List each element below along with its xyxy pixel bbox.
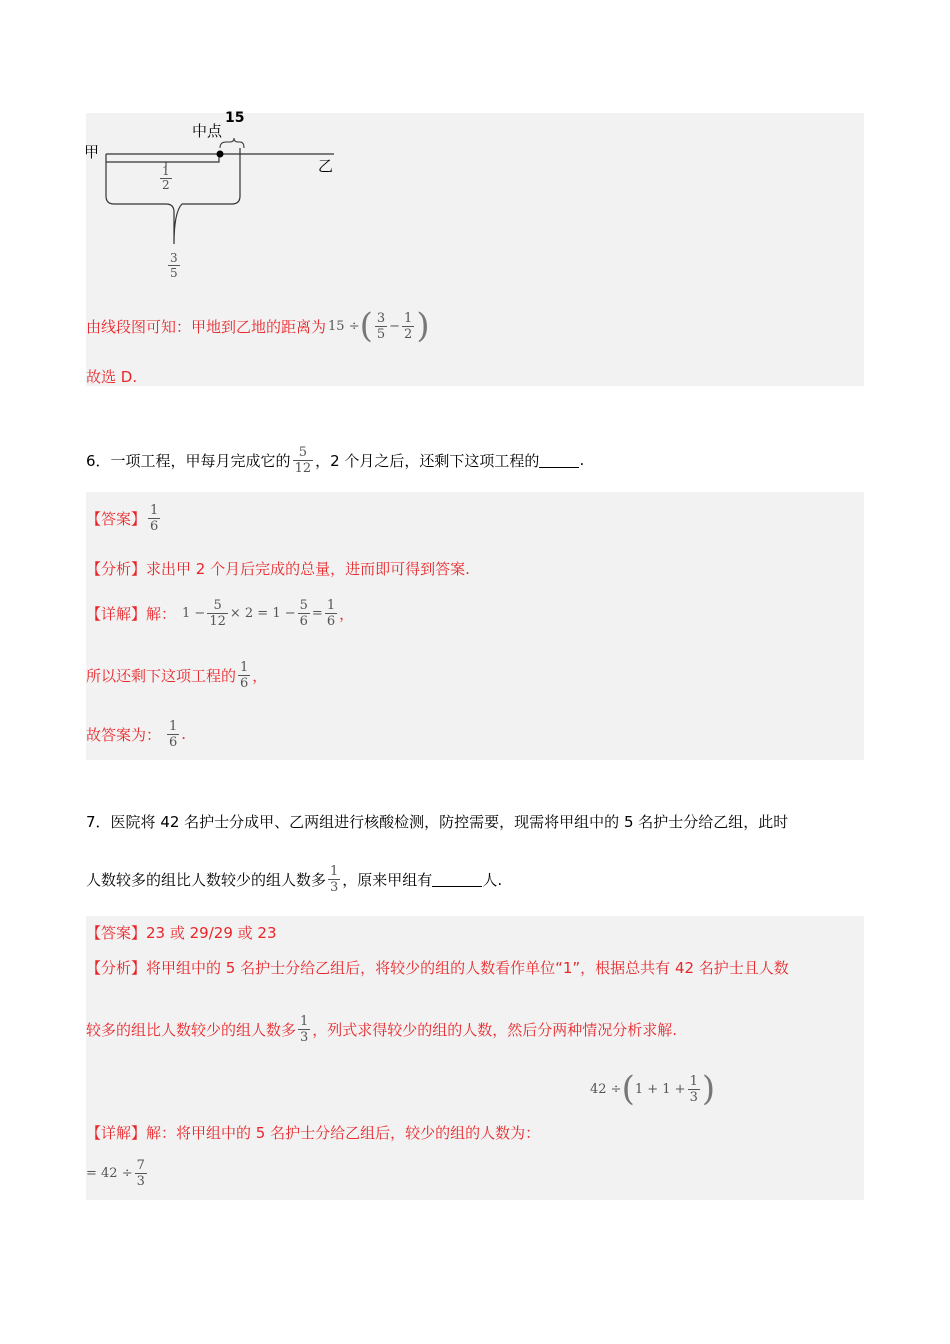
q5-solution-line1: 由线段图可知：甲地到乙地的距离为 15 ÷ ( $\frac{3}{5}$ − $\frac{1}{2}$ )	[86, 306, 430, 346]
diagram-label-15: 15	[225, 110, 245, 126]
q6-question: 6． 一项工程，甲每月完成它的 $\frac{5}{12}$ ，2 个月之后，还剩下这项工程的 .	[86, 444, 585, 476]
half-segment-line	[106, 154, 219, 162]
answer-blank	[432, 872, 482, 887]
q7-question-line2: 人数较多的组比人数较少的组人数多 $\frac{1}{3}$ ，原来甲组有 人.	[86, 863, 503, 895]
q7-question-line1: 7．医院将 42 名护士分成甲、乙两组进行核酸检测，防控需要，现需将甲组中的 5 名护士分给乙组，此时	[86, 813, 789, 831]
q7-answer: 【答案】23 或 29/29 或 23	[86, 924, 277, 942]
q6-answer: 【答案】 $\frac{1}{6}$	[86, 502, 159, 534]
diagram-label-midpoint: 中点	[192, 122, 223, 140]
q7-analysis-line2: 较多的组比人数较少的组人数多 $\frac{1}{3}$ ，列式求得较少的组的人数，然后分两种情况分析求解.	[86, 1013, 678, 1045]
diagram-label-three-fifths: $\frac{3}{5}$	[170, 251, 178, 280]
q5-solution-line2: 故选 D.	[86, 368, 138, 386]
q7-analysis-line1: 【分析】将甲组中的 5 名护士分给乙组后，将较少的组的人数看作单位“1”，根据总共有 42 名护士且人数	[86, 959, 789, 977]
q6-final: 故答案为： $\frac{1}{6}$ .	[86, 718, 187, 750]
midpoint-dot	[217, 151, 224, 158]
q7-expr1: 42 ÷ ( 1 + 1 + $\frac{1}{3}$ )	[590, 1069, 716, 1109]
q7-detail: 【详解】解：将甲组中的 5 名护士分给乙组后，较少的组的人数为：	[86, 1124, 541, 1142]
answer-blank	[539, 453, 579, 468]
diagram-label-half: $\frac{1}{2}$	[162, 164, 170, 192]
q6-remain: 所以还剩下这项工程的 $\frac{1}{6}$ ，	[86, 659, 268, 691]
q6-analysis: 【分析】求出甲 2 个月后完成的总量，进而即可得到答案.	[86, 560, 470, 578]
diagram-label-yi: 乙	[318, 157, 334, 175]
brace-15	[220, 138, 244, 148]
diagram-label-jia: 甲	[84, 143, 100, 161]
q6-detail: 【详解】 解： 1 − $\frac{5}{12}$ × 2 = 1 − $\frac{5}{6}$ = $\frac{1}{6}$ ，	[86, 597, 355, 629]
q7-expr2: = 42 ÷ $\frac{7}{3}$	[86, 1157, 145, 1189]
